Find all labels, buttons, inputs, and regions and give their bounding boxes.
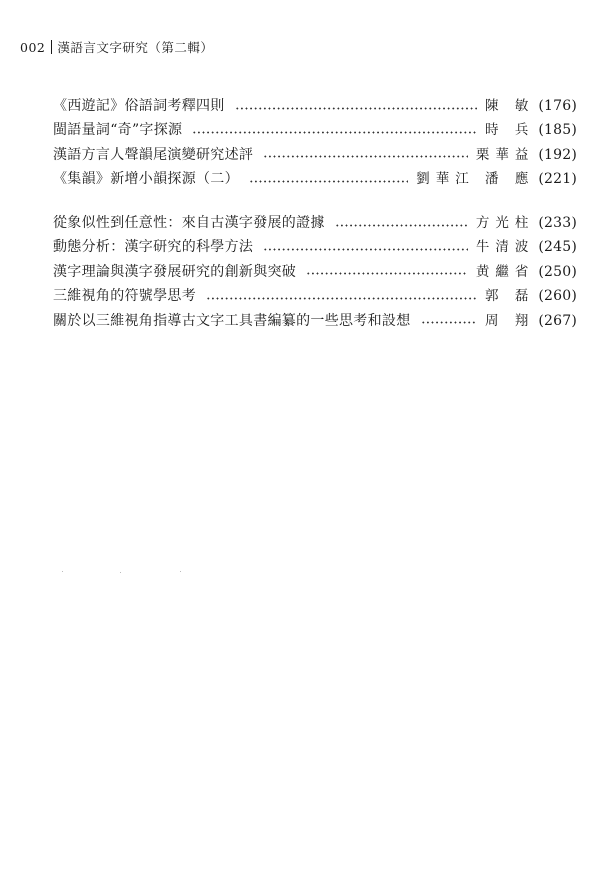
toc-entry[interactable] <box>53 260 577 284</box>
toc-entry-page: (250) <box>538 263 577 280</box>
dot-leader <box>192 131 477 134</box>
toc-entry-page: (245) <box>538 239 577 256</box>
toc-entry-page: (192) <box>538 146 577 163</box>
toc-entry-author: 劉華江 潘 應 <box>416 171 535 188</box>
dot-leader <box>306 272 468 275</box>
toc-entry-page: (185) <box>538 122 577 139</box>
toc-entry-author: 黄繼省 <box>475 263 535 280</box>
toc-group-1 <box>53 94 577 192</box>
toc-entry-title: 從象似性到任意性：來自古漢字發展的證據 <box>53 215 325 231</box>
dot-leader <box>206 297 477 300</box>
toc-entry-title: 三維視角的符號學思考 <box>53 288 196 305</box>
toc-entry-page: (221) <box>538 171 577 188</box>
toc-entry[interactable] <box>53 118 577 142</box>
toc-entry-title: 《西遊記》俗語詞考釋四則 <box>53 98 225 114</box>
dot-leader <box>249 180 408 183</box>
toc-entry-title: 關於以三維視角指導古文字工具書編纂的一些思考和設想 <box>53 312 411 329</box>
toc-entry-page: (176) <box>538 98 577 114</box>
header-divider <box>51 40 52 54</box>
toc-entry[interactable] <box>53 94 577 118</box>
toc-entry-title: 閩語量詞“奇”字探源 <box>53 122 183 139</box>
toc-entry-author: 時 兵 <box>485 122 535 139</box>
toc-entry-title: 《集韻》新增小韻探源（二） <box>53 171 239 188</box>
toc-entry-title: 漢語方言人聲韻尾演變研究述評 <box>53 146 254 163</box>
toc-entry-author: 方光柱 <box>475 215 535 231</box>
dot-leader <box>335 224 468 227</box>
toc-entry[interactable] <box>53 284 577 308</box>
toc-entry-author: 陳 敏 <box>485 98 535 114</box>
scan-speck <box>180 571 181 572</box>
toc-entry-title: 動態分析：漢字研究的科學方法 <box>53 239 254 256</box>
toc-entry-page: (233) <box>538 215 577 231</box>
toc-entry[interactable] <box>53 167 577 191</box>
book-title: 漢語言文字研究（第二輯） <box>57 40 214 55</box>
scan-specks <box>0 570 613 574</box>
toc-entry-author: 周 翔 <box>485 312 535 329</box>
toc-entry-page: (267) <box>538 312 577 329</box>
dot-leader <box>263 155 468 158</box>
toc-entry[interactable] <box>53 211 577 235</box>
toc-entry[interactable] <box>53 143 577 167</box>
toc-entry[interactable] <box>53 309 577 333</box>
toc-entry-author: 栗華益 <box>475 146 535 163</box>
toc-entry[interactable] <box>53 235 577 259</box>
page-number: 002 <box>20 39 46 55</box>
toc-entry-title: 漢字理論與漢字發展研究的創新與突破 <box>53 263 297 280</box>
dot-leader <box>263 248 468 251</box>
dot-leader <box>235 107 477 110</box>
scan-speck <box>120 572 121 573</box>
dot-leader <box>421 321 478 324</box>
scan-speck <box>62 571 63 572</box>
toc-entry-author: 牛清波 <box>475 239 535 256</box>
toc-entry-author: 郭 磊 <box>485 288 535 305</box>
toc-entry-page: (260) <box>538 288 577 305</box>
running-header <box>20 38 213 56</box>
toc-group-2 <box>53 211 577 333</box>
